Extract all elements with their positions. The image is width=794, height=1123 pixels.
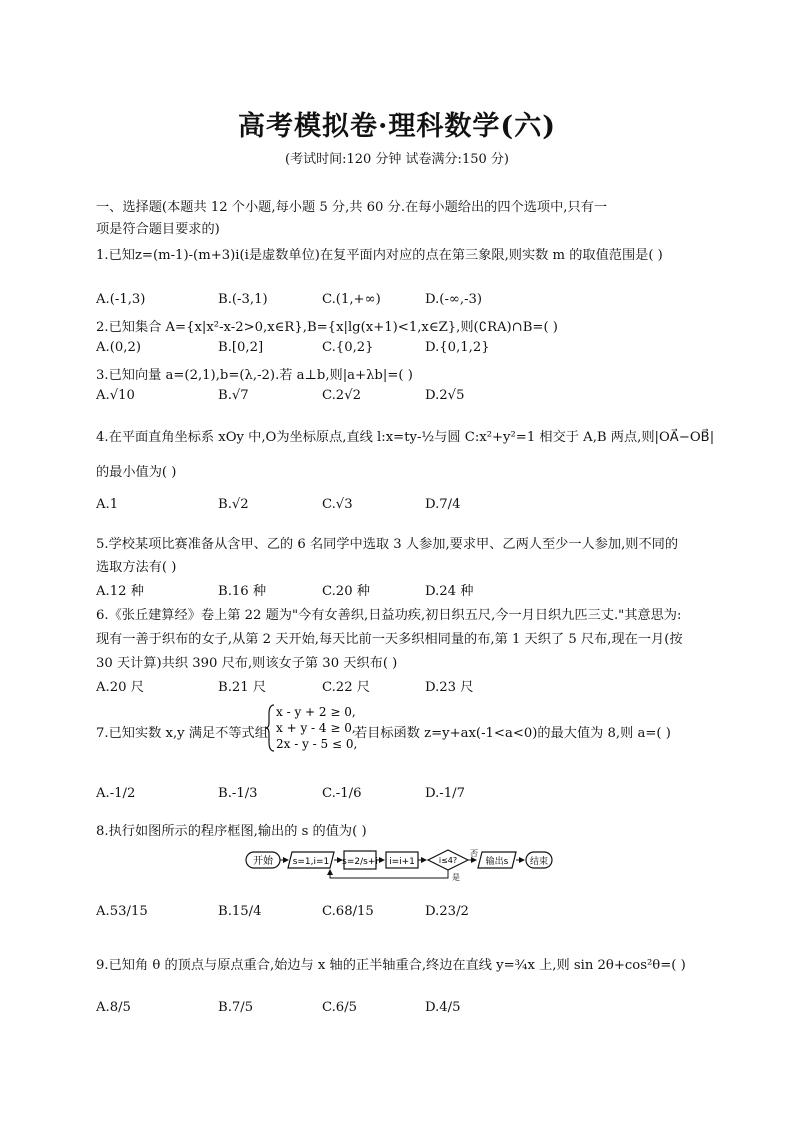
q7-option-a: A.-1/2 <box>96 786 136 801</box>
q5-option-c: C.20 种 <box>322 584 370 599</box>
question-5-stem-cont: 选取方法有( ) <box>96 560 177 575</box>
q5-option-d: D.24 种 <box>425 584 474 599</box>
end-label: 结束 <box>529 857 549 867</box>
page-title: 高考模拟卷·理科数学(六) <box>238 111 556 142</box>
left-brace <box>266 705 274 751</box>
q9-option-a: A.8/5 <box>96 1000 131 1015</box>
q8-option-d: D.23/2 <box>425 904 469 919</box>
q3-option-b: B.√7 <box>218 388 249 403</box>
question-4-stem: 4.在平面直角坐标系 xOy 中,O为坐标原点,直线 l:x=ty-½与圆 C:x²+y²=1 相交于 A,B 两点,则|OA⃗−OB⃗| <box>96 430 715 445</box>
yes-label: 是 <box>452 873 460 882</box>
start-label: 开始 <box>253 856 273 867</box>
q3-option-c: C.2√2 <box>322 388 361 403</box>
question-2-stem: 2.已知集合 A={x|x²-x-2>0,x∈R},B={x|lg(x+1)<1,x∈Z},则(∁RA)∩B=( ) <box>96 320 558 335</box>
question-6-stem-cont2: 30 天计算)共织 390 尺布,则该女子第 30 天织布( ) <box>96 656 398 671</box>
program-flowchart <box>244 848 554 884</box>
question-6-stem-cont: 现有一善于织布的女子,从第 2 天开始,每天比前一天多织相同量的布,第 1 天织了 5 尺布,现在一月(按 <box>96 632 683 647</box>
question-5-stem: 5.学校某项比赛准备从含甲、乙的 6 名同学中选取 3 人参加,要求甲、乙两人至少一人参加,则不同的 <box>96 537 679 552</box>
q3-option-d: D.2√5 <box>425 388 465 403</box>
loop-back-arrow <box>330 870 448 878</box>
question-1-stem: 1.已知z=(m-1)-(m+3)i(i是虚数单位)在复平面内对应的点在第三象限,则实数 m 的取值范围是( ) <box>96 248 663 263</box>
q3-option-a: A.√10 <box>96 388 135 403</box>
condition-label: i≤4? <box>438 856 458 865</box>
q9-option-b: B.7/5 <box>218 1000 254 1015</box>
q1-option-a: A.(-1,3) <box>96 292 146 307</box>
question-4-stem-cont: 的最小值为( ) <box>96 465 177 480</box>
q4-option-c: C.√3 <box>322 497 353 512</box>
question-9-stem: 9.已知角 θ 的顶点与原点重合,始边与 x 轴的正半轴重合,终边在直线 y=¾x 上,则 sin 2θ+cos²θ=( ) <box>96 958 686 973</box>
q5-option-a: A.12 种 <box>96 584 144 599</box>
inequality-2: x + y - 4 ≥ 0, <box>276 721 356 735</box>
update-i-label: i=i+1 <box>389 857 415 867</box>
q4-option-a: A.1 <box>96 497 119 512</box>
question-3-stem: 3.已知向量 a=(2,1),b=(λ,-2).若 a⊥b,则|a+λb|=( ) <box>96 368 413 383</box>
q6-option-c: C.22 尺 <box>322 680 370 695</box>
q8-option-a: A.53/15 <box>96 904 148 919</box>
section-heading: 一、选择题(本题共 12 个小题,每小题 5 分,共 60 分.在每小题给出的四个选项中,只有一 <box>96 200 608 215</box>
output-label: 输出s <box>485 857 509 867</box>
q7-option-b: B.-1/3 <box>218 786 258 801</box>
exam-info: (考试时间:120 分钟 试卷满分:150 分) <box>285 152 509 167</box>
q2-option-a: A.(0,2) <box>96 340 141 355</box>
inequality-system <box>266 702 358 754</box>
question-6-stem: 6.《张丘建算经》卷上第 22 题为"今有女善织,日益功疾,初日织五尺,今一月日织九匹三丈."其意思为: <box>96 608 682 623</box>
q6-option-b: B.21 尺 <box>218 680 267 695</box>
q5-option-b: B.16 种 <box>218 584 267 599</box>
question-7-stem: 7.已知实数 x,y 满足不等式组 <box>96 726 268 741</box>
q8-option-c: C.68/15 <box>322 904 374 919</box>
q7-option-c: C.-1/6 <box>322 786 362 801</box>
q8-option-b: B.15/4 <box>218 904 262 919</box>
q6-option-d: D.23 尺 <box>425 680 474 695</box>
update-s-label: s=2/s+i <box>342 857 378 867</box>
q1-option-d: D.(-∞,-3) <box>425 292 483 307</box>
inequality-3: 2x - y - 5 ≤ 0, <box>276 737 358 751</box>
q4-option-b: B.√2 <box>218 497 249 512</box>
q7-option-d: D.-1/7 <box>425 786 465 801</box>
no-label: 否 <box>470 849 478 858</box>
section-heading-cont: 项是符合题目要求的) <box>96 222 220 237</box>
q1-option-b: B.(-3,1) <box>218 292 268 307</box>
q9-option-c: C.6/5 <box>322 1000 358 1015</box>
q9-option-d: D.4/5 <box>425 1000 461 1015</box>
init-label: s=1,i=1 <box>292 857 330 867</box>
question-7-stem-cont: 若目标函数 z=y+ax(-1<a<0)的最大值为 8,则 a=( ) <box>354 726 671 741</box>
q2-option-c: C.{0,2} <box>322 340 374 355</box>
q2-option-d: D.{0,1,2} <box>425 340 490 355</box>
q1-option-c: C.(1,+∞) <box>322 292 381 307</box>
q4-option-d: D.7/4 <box>425 497 461 512</box>
q2-option-b: B.[0,2] <box>218 340 264 355</box>
question-8-stem: 8.执行如图所示的程序框图,输出的 s 的值为( ) <box>96 824 367 839</box>
inequality-1: x - y + 2 ≥ 0, <box>276 705 356 719</box>
q6-option-a: A.20 尺 <box>96 680 144 695</box>
